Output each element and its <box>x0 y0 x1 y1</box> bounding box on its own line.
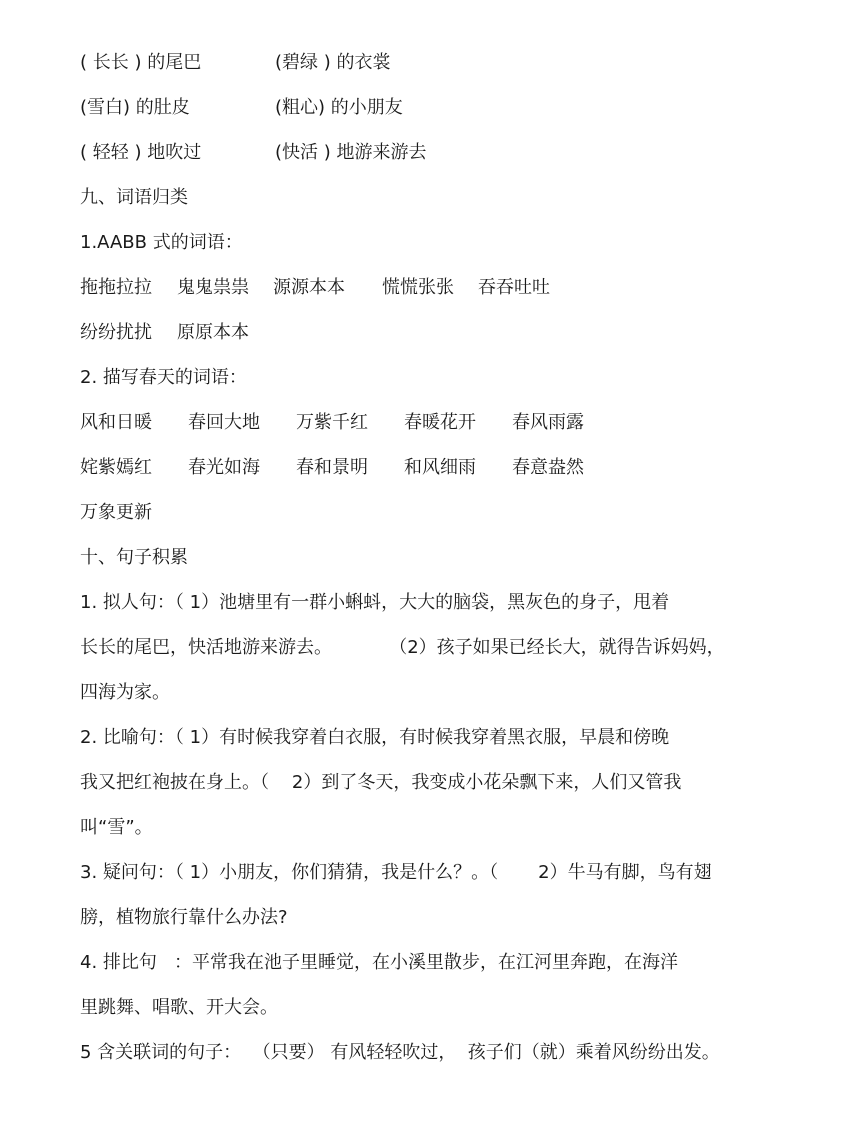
sentence-line: 里跳舞、唱歌、开大会。 <box>80 997 278 1018</box>
word-item: 万象更新 <box>80 502 152 523</box>
subsection-title: 2. 描写春天的词语： <box>80 367 247 388</box>
pair-right: (快活 ) 地游来游去 <box>275 142 427 163</box>
word-item: 姹紫嫣红 <box>80 457 152 478</box>
word-item: 春回大地 <box>188 412 260 433</box>
word-item: 原原本本 <box>177 322 249 343</box>
pair-right: (碧绿 ) 的衣裳 <box>275 52 391 73</box>
word-item: 春和景明 <box>296 457 368 478</box>
section-title: 九、词语归类 <box>80 187 188 208</box>
sentence-line: 我又把红袍披在身上。（ 2）到了冬天，我变成小花朵飘下来，人们又管我 <box>80 772 682 793</box>
sentence-line: 长长的尾巴，快活地游来游去。 （2）孩子如果已经长大，就得告诉妈妈， <box>80 637 725 658</box>
word-item: 慌慌张张 <box>382 277 454 298</box>
word-item: 拖拖拉拉 <box>80 277 152 298</box>
word-item: 春暖花开 <box>404 412 476 433</box>
pair-right: (粗心) 的小朋友 <box>275 97 403 118</box>
word-item: 春意盎然 <box>512 457 584 478</box>
sentence-line: 膀，植物旅行靠什么办法? <box>80 907 288 928</box>
sentence-line: 2. 比喻句：（ 1）有时候我穿着白衣服，有时候我穿着黑衣服，早晨和傍晚 <box>80 727 670 748</box>
word-item: 和风细雨 <box>404 457 476 478</box>
word-item: 吞吞吐吐 <box>478 277 550 298</box>
word-item: 源源本本 <box>273 277 345 298</box>
subsection-title: 1.AABB 式的词语： <box>80 232 243 253</box>
sentence-line: 3. 疑问句：（ 1）小朋友，你们猜猜，我是什么？。（ 2）牛马有脚，鸟有翅 <box>80 862 712 883</box>
pair-left: (雪白) 的肚皮 <box>80 97 190 118</box>
word-item: 春风雨露 <box>512 412 584 433</box>
pair-left: ( 轻轻 ) 地吹过 <box>80 142 202 163</box>
word-item: 万紫千红 <box>296 412 368 433</box>
word-item: 风和日暖 <box>80 412 152 433</box>
sentence-line: 四海为家。 <box>80 682 170 703</box>
sentence-line: 1. 拟人句：（ 1）池塘里有一群小蝌蚪，大大的脑袋，黑灰色的身子，甩着 <box>80 592 670 613</box>
word-item: 纷纷扰扰 <box>80 322 152 343</box>
section-title: 十、句子积累 <box>80 547 188 568</box>
sentence-line: 4. 排比句 ：平常我在池子里睡觉，在小溪里散步，在江河里奔跑，在海洋 <box>80 952 679 973</box>
sentence-line: 5 含关联词的句子： （只要） 有风轻轻吹过， 孩子们（就）乘着风纷纷出发。 <box>80 1042 720 1063</box>
word-item: 春光如海 <box>188 457 260 478</box>
pair-left: ( 长长 ) 的尾巴 <box>80 52 202 73</box>
sentence-line: 叫“雪”。 <box>80 817 153 838</box>
word-item: 鬼鬼祟祟 <box>177 277 249 298</box>
